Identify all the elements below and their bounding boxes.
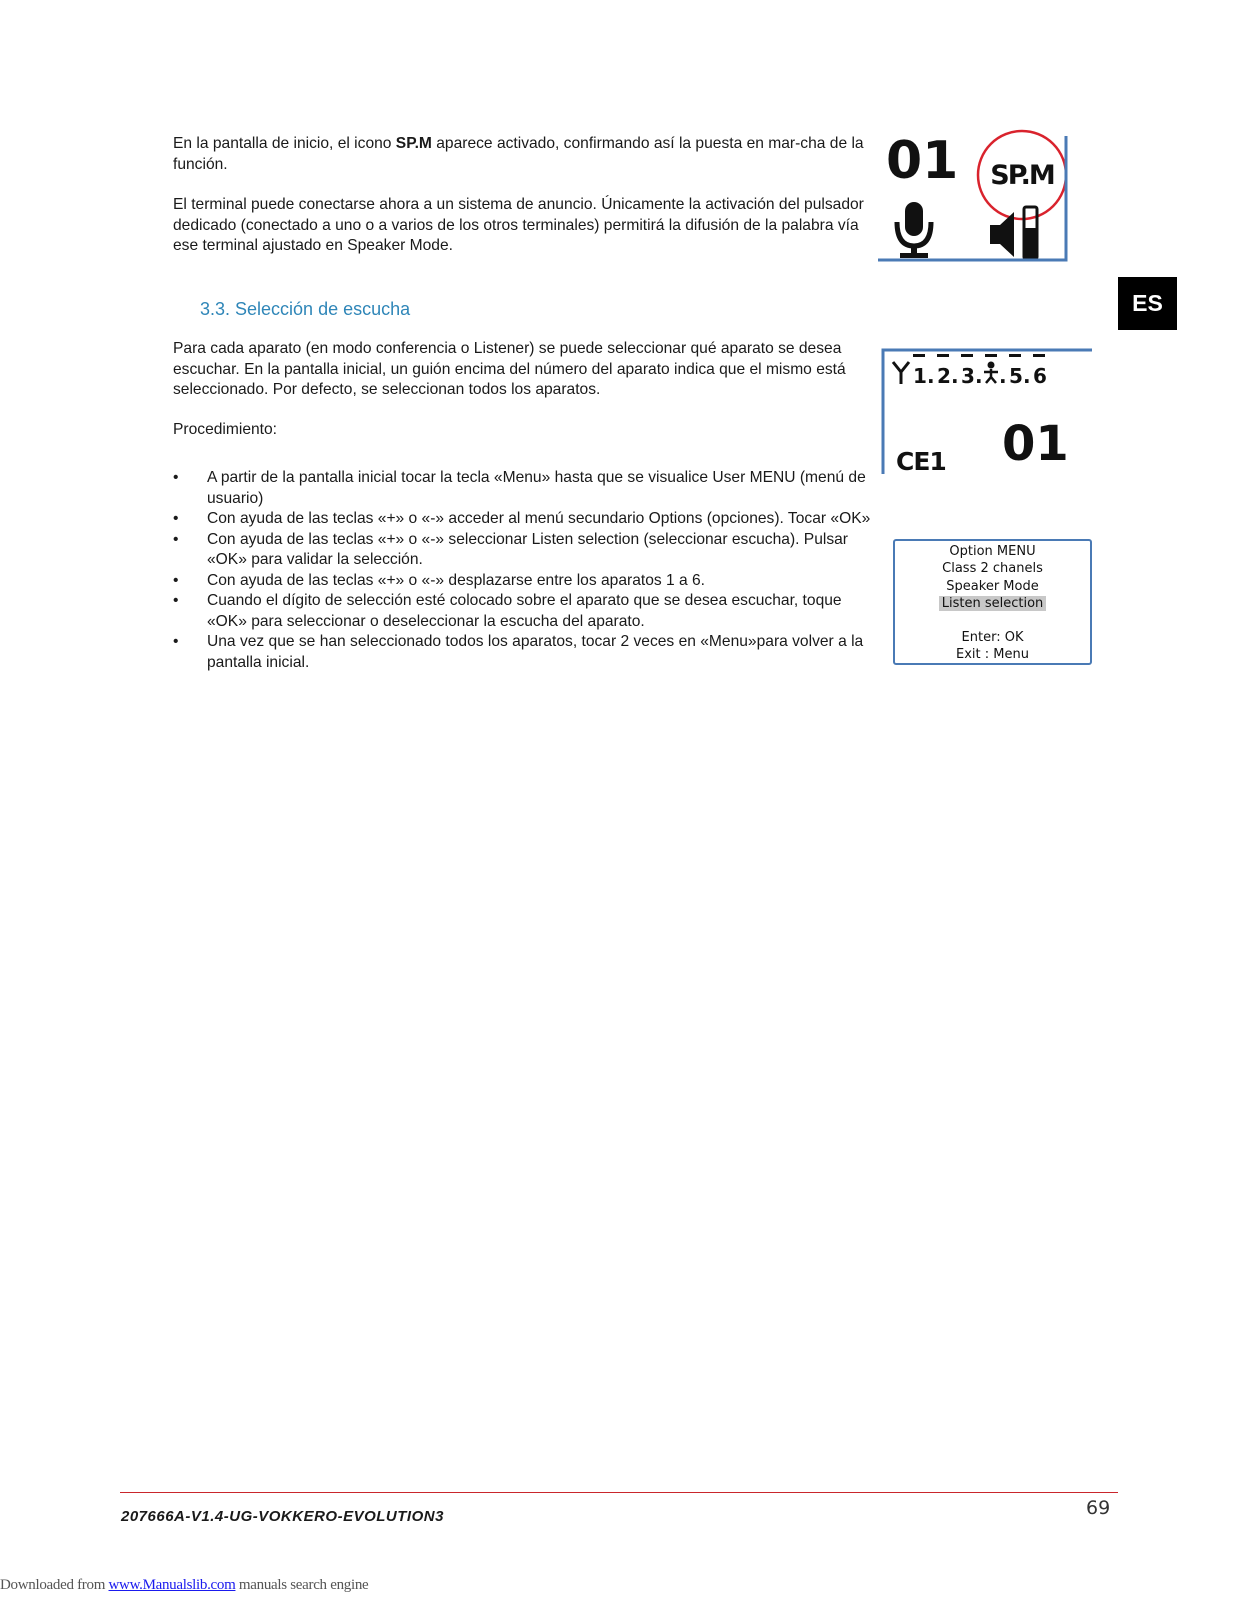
conference-label: CE1 [896,447,946,476]
selection-dash [1033,354,1045,357]
intro-paragraph: En la pantalla de inicio, el icono SP.M aparece activado, confirmando así la puesta en mar-cha de la función. [173,135,864,173]
selection-dash [1009,354,1021,357]
device-separator: . [999,364,1007,388]
device-number: 2 [937,364,951,388]
menu-title: Option MENU [949,544,1036,559]
manualslib-link[interactable]: www.Manualslib.com [108,1577,236,1593]
footer-rule [120,1492,1118,1493]
list-item: • A partir de la pantalla inicial tocar la tecla «Menu» hasta que se visualice User MENU (menú de usuario) [173,469,866,507]
list-item: • Cuando el dígito de selección esté colocado sobre el aparato que se desea escuchar, toque «OK» para seleccionar o deseleccionar la escucha del aparato. [173,592,842,630]
volume-bar-icon [1024,207,1037,259]
device-number: 3 [961,364,975,388]
microphone-icon [897,202,931,258]
spm-display-illustration [878,128,1088,268]
procedure-label: Procedimiento: [173,421,278,438]
selection-dash [985,354,997,357]
spm-term: SP.M [395,135,432,152]
menu-item-speaker-mode: Speaker Mode [946,578,1039,594]
channel-number: 01 [886,131,959,191]
list-item: • Con ayuda de las teclas «+» o «-» acceder al menú secundario Options (opciones). Tocar «OK» [173,509,873,530]
option-menu-display [893,539,1092,665]
menu-enter-hint: Enter: OK [961,630,1024,646]
document-code: 207666A-V1.4-UG-VOKKERO-EVOLUTION3 [121,1508,444,1525]
download-notice: Downloaded from www.Manualslib.com manuals search engine [0,1577,369,1593]
device-number: 1 [913,364,927,388]
bullet-icon: • [173,592,179,609]
antenna-icon [893,362,909,384]
device-separator: . [951,364,959,388]
menu-exit-hint: Exit : Menu [956,647,1029,663]
device-number: 5 [1009,364,1023,388]
bullet-icon: • [173,571,179,589]
bullet-icon: • [173,530,179,548]
listen-selection-paragraph: Para cada aparato (en modo conferencia o Listener) se puede seleccionar qué aparato se desea escuchar. En la pantalla inicial, un guión encima del número del aparato indica que el mismo está seleccionado. Por defecto, se seleccionan todos los aparatos. [173,340,846,398]
connection-paragraph: El terminal puede conectarse ahora a un sistema de anuncio. Únicamente la activación del pulsador dedicado (conectado a uno o a varios de los otros terminales) permitirá la difusión de la palabra vía ese terminal ajustado en Speaker Mode. [173,196,864,254]
bullet-icon: • [173,633,179,650]
listen-selection-display-illustration [880,346,1095,486]
device-selector [913,354,1047,388]
list-item: • Con ayuda de las teclas «+» o «-» seleccionar Listen selection (seleccionar escucha). Pulsar «OK» para validar la selección. [173,530,848,568]
device-number: 6 [1033,364,1047,388]
list-item: • Con ayuda de las teclas «+» o «-» desplazarse entre los aparatos 1 a 6. [173,571,873,592]
menu-item-class2: Class 2 chanels [942,561,1043,577]
own-device-person-icon [984,362,998,384]
selection-dash [937,354,949,357]
spm-label: SP.M [990,160,1054,191]
device-separator: . [1023,364,1031,388]
selection-dash [913,354,925,357]
device-separator: . [975,364,983,388]
page-number: 69 [1086,1497,1111,1519]
section-title: 3.3. Selección de escucha [200,299,411,319]
channel-number: 01 [1002,416,1069,472]
procedure-steps [173,468,873,673]
selection-dash [961,354,973,357]
device-separator: . [927,364,935,388]
bullet-icon: • [173,469,179,486]
bullet-icon: • [173,510,179,527]
speaker-icon [990,212,1014,257]
language-tab: ES [1118,277,1177,330]
list-item: • Una vez que se han seleccionado todos los aparatos, tocar 2 veces en «Menu»para volver a la pantalla inicial. [173,633,864,671]
menu-item-listen-selection: Listen selection [939,596,1047,611]
